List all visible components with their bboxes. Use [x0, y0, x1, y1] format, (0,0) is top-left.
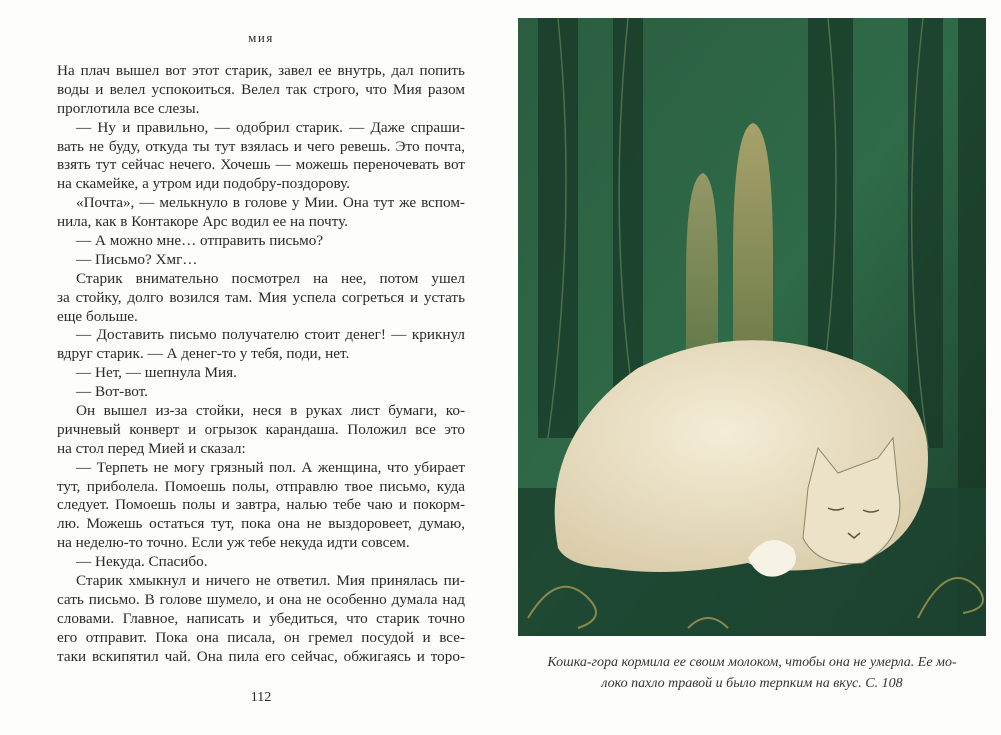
text-line: его отправит. Пока она писала, он гремел посудой и все-	[57, 628, 465, 646]
body-text	[57, 62, 465, 667]
text-line: — Ну и правильно, — одобрил старик. — Даже спраши-	[76, 118, 465, 136]
illustration-caption	[510, 652, 994, 694]
text-line: на стол перед Мией и сказал:	[57, 439, 246, 457]
text-line: — Вот-вот.	[76, 383, 148, 401]
light-arch	[733, 123, 773, 378]
text-line: таки вскипятил чай. Она пила его сейчас, обжигаясь и торо-	[57, 647, 465, 665]
caption-line: локо пахло травой и было терпким на вкус. С. 108	[601, 676, 903, 691]
text-line: воды и велел успокоиться. Велел так строго, что Мия разом	[57, 80, 465, 98]
text-line: — Нет, — шепнула Мия.	[76, 364, 237, 382]
caption-line: Кошка-гора кормила ее своим молоком, чтобы она не умерла. Ее мо-	[547, 655, 957, 670]
text-line: тут, приболела. Помоешь полы, отправлю твое письмо, куда	[57, 477, 465, 495]
text-line: — Некуда. Спасибо.	[76, 553, 208, 571]
text-line: На плач вышел вот этот старик, завел ее внутрь, дал попить	[57, 62, 465, 79]
running-head: мия	[248, 30, 274, 45]
text-line: лю. Можешь остаться тут, пока она не выздоровеет, думаю,	[57, 515, 465, 533]
text-line: ричневый конверт и огрызок карандаша. Положил все это	[57, 420, 465, 438]
text-line: — Доставить письмо получателю стоит денег! — крикнул	[76, 326, 465, 344]
text-line: нила, как в Контакоре Арс водил ее на почту.	[57, 213, 348, 231]
text-line: Старик внимательно посмотрел на нее, потом ушел	[76, 269, 465, 287]
text-line: за стойку, долго возился там. Мия успела согреться и устать	[57, 288, 465, 306]
text-line: на скамейке, а утром иди подобру-поздорову.	[57, 175, 351, 193]
illustration-sleeping-cat-in-forest	[518, 18, 986, 636]
page-number: 112	[250, 690, 272, 705]
text-line: вать не буду, откуда ты тут взялась и чего ревешь. Это почта,	[57, 137, 465, 155]
text-line: Старик хмыкнул и ничего не ответил. Мия принялась пи-	[76, 572, 465, 590]
text-line: «Почта», — мелькнуло в голове у Мии. Она тут же вспом-	[76, 194, 465, 212]
text-line: Он вышел из-за стойки, неся в руках лист бумаги, ко-	[76, 402, 465, 420]
text-line: словами. Главное, написать и убедиться, что старик точно	[57, 609, 465, 627]
text-line: еще больше.	[57, 307, 138, 325]
text-line: на неделю-то точно. Если уж тебе некуда идти совсем.	[57, 534, 410, 552]
text-line: — Терпеть не могу грязный пол. А женщина, что убирает	[76, 458, 465, 476]
text-line: следует. Помоешь полы и завтра, налью тебе чаю и покорм-	[57, 496, 465, 514]
text-line: взять тут сейчас нечего. Хочешь — можешь переночевать вот	[57, 156, 465, 174]
text-line: сать письмо. В голове шумело, и она не особенно думала над	[57, 590, 465, 608]
text-line: — А можно мне… отправить письмо?	[76, 232, 324, 250]
text-line: вдруг старик. — А денег-то у тебя, поди, нет.	[57, 345, 350, 363]
text-line: проглотила все слезы.	[57, 99, 200, 117]
text-line: — Письмо? Хмг…	[76, 250, 198, 268]
